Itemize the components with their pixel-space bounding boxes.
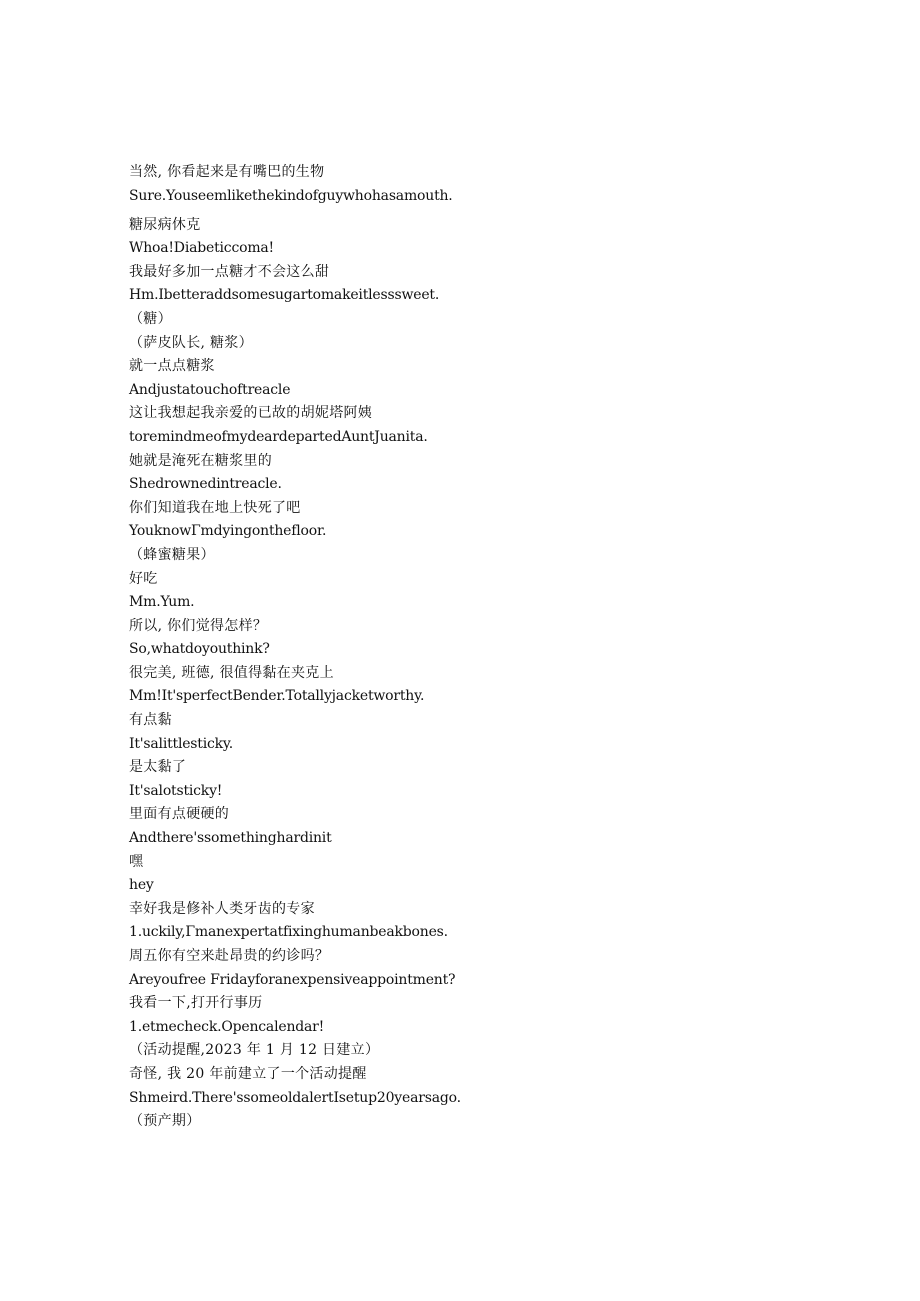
subtitle-line-en: So,whatdoyouthink? — [129, 641, 270, 658]
subtitle-line-en: Sure.Youseemlikethekindofguywhohasamouth. — [129, 187, 453, 204]
subtitle-line-zh: （蜂蜜糖果） — [129, 546, 215, 563]
subtitle-line-en: 1.uckily,Γmanexpertatfixinghumanbeakbones. — [129, 924, 448, 941]
subtitle-line-zh: 是太黏了 — [129, 759, 187, 776]
subtitle-line-zh: 嘿 — [129, 853, 144, 870]
subtitle-line-zh: 她就是淹死在糖浆里的 — [129, 452, 272, 469]
subtitle-line-zh: 幸好我是修补人类牙齿的专家 — [129, 900, 315, 917]
subtitle-line-en: Mm.Yum. — [129, 594, 195, 611]
subtitle-line-zh: 糖尿病休克 — [129, 216, 201, 233]
subtitle-line-zh: 里面有点硬硬的 — [129, 806, 230, 823]
subtitle-line-zh: 奇怪, 我 20 年前建立了一个活动提醒 — [129, 1065, 367, 1082]
subtitle-line-en: Areyoufree Fridayforanexpensiveappointment? — [129, 971, 456, 988]
subtitle-line-en: Whoa!Diabeticcoma! — [129, 240, 274, 257]
subtitle-line-zh: 就一点点糖浆 — [129, 358, 215, 375]
subtitle-line-zh: （糖） — [129, 310, 172, 327]
subtitle-line-en: It'salotsticky! — [129, 782, 223, 799]
subtitle-line-en: hey — [129, 877, 154, 894]
subtitle-line-zh: 当然, 你看起来是有嘴巴的生物 — [129, 164, 325, 180]
subtitle-line-zh: 很完美, 班德, 很值得黏在夹克上 — [129, 664, 334, 681]
subtitle-line-en: Shmeird.There'ssomeoldalertIsetup20yearsago. — [129, 1089, 461, 1106]
subtitle-line-zh: （预产期） — [129, 1113, 201, 1130]
subtitle-line-en: Andthere'ssomethinghardinit — [129, 830, 332, 847]
subtitle-transcript — [129, 162, 889, 1135]
subtitle-line-zh: 有点黏 — [129, 712, 172, 729]
subtitle-line-zh: 所以, 你们觉得怎样？ — [129, 617, 268, 634]
subtitle-line-en: 1.etmecheck.Opencalendar! — [129, 1018, 325, 1035]
subtitle-line-zh: （活动提醒,2023 年 1 月 12 日建立） — [129, 1042, 380, 1059]
subtitle-line-en: Mm!It'sperfectBender.Totallyjacketworthy. — [129, 688, 425, 705]
subtitle-line-zh: 你们知道我在地上快死了吧 — [129, 499, 301, 516]
subtitle-line-en: Andjustatouchoftreacle — [129, 381, 291, 398]
subtitle-line-zh: （萨皮队长, 糖浆） — [129, 334, 253, 351]
subtitle-line-zh: 我看一下,打开行事历 — [129, 995, 263, 1012]
subtitle-line-zh: 周五你有空来赴昂贵的约诊吗？ — [129, 948, 330, 964]
subtitle-line-en: YouknowΓmdyingonthefloor. — [129, 523, 327, 540]
subtitle-line-zh: 好吃 — [129, 570, 158, 587]
subtitle-line-zh: 我最好多加一点糖才不会这么甜 — [129, 263, 330, 280]
subtitle-line-zh: 这让我想起我亲爱的已故的胡妮塔阿姨 — [129, 405, 373, 422]
subtitle-line-en: It'salittlesticky. — [129, 735, 234, 752]
subtitle-line-en: Hm.Ibetteraddsomesugartomakeitlesssweet. — [129, 287, 440, 304]
subtitle-line-en: toremindmeofmydeardepartedAuntJuanita. — [129, 428, 428, 445]
subtitle-line-en: Shedrownedintreacle. — [129, 476, 282, 493]
